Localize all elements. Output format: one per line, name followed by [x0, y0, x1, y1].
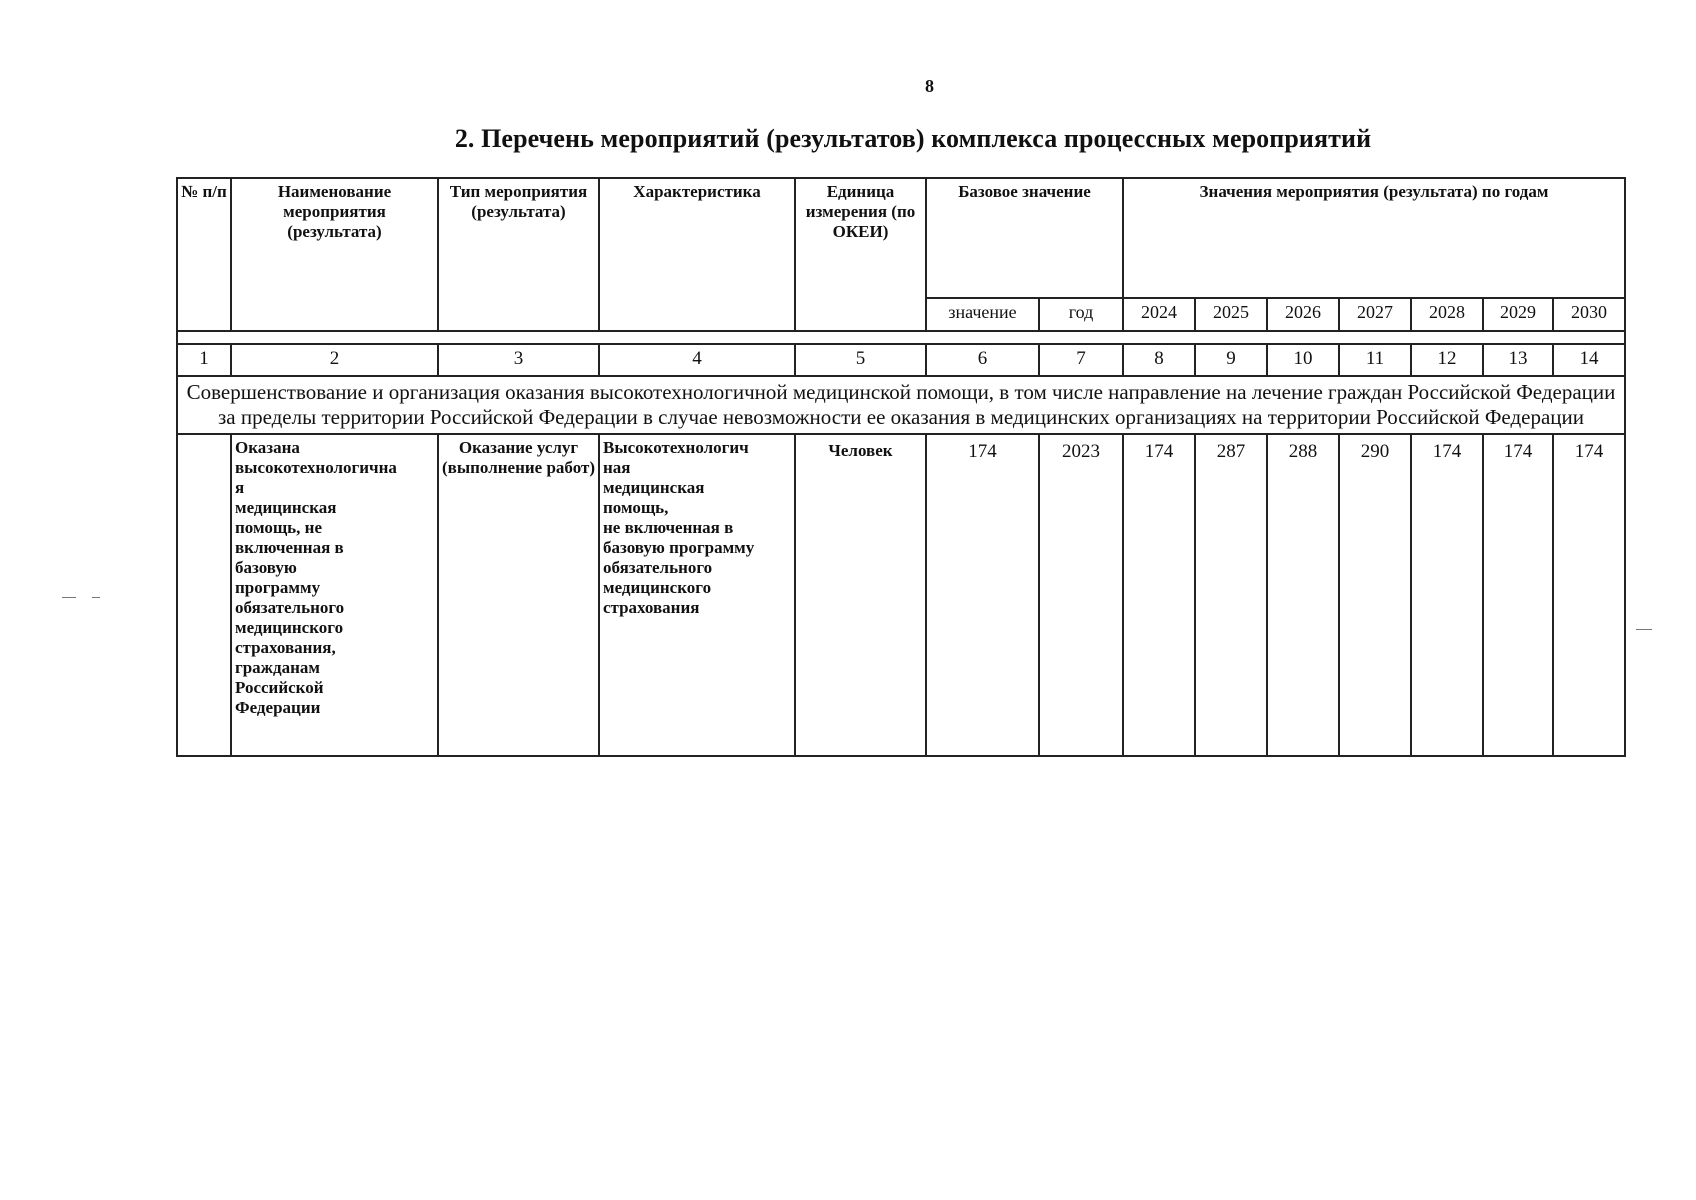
section-title: Совершенствование и организация оказания высокотехнологичной медицинской помощи, в том числе направление на лечение граждан Российской Федерации за пределы территории Российской Федерации в случае невозможности ее оказания в медицинских организациях на территории Российской Федерации: [177, 376, 1625, 434]
header-year: 2027: [1339, 298, 1411, 331]
header-year: 2025: [1195, 298, 1267, 331]
row-year-value: 174: [1483, 434, 1553, 756]
column-number: 6: [926, 344, 1039, 376]
column-number: 11: [1339, 344, 1411, 376]
table-row: [177, 434, 1625, 756]
column-number: 9: [1195, 344, 1267, 376]
row-year-value: 174: [1553, 434, 1625, 756]
header-unit: Единица измерения (по ОКЕИ): [795, 178, 926, 331]
row-unit: Человек: [795, 434, 926, 756]
header-num: № п/п: [177, 178, 231, 331]
page-number: 8: [925, 76, 934, 96]
column-number: 14: [1553, 344, 1625, 376]
row-type: Оказание услуг (выполнение работ): [438, 434, 599, 756]
row-year-value: 287: [1195, 434, 1267, 756]
header-name: Наименование мероприятия (результата): [231, 178, 438, 331]
header-type: Тип мероприятия (результата): [438, 178, 599, 331]
column-number-row: [177, 344, 1625, 376]
row-year-value: 174: [1411, 434, 1483, 756]
header-gap: [177, 331, 1625, 344]
header-values-by-year: Значения мероприятия (результата) по годам: [1123, 178, 1625, 298]
header-characteristic: Характеристика: [599, 178, 795, 331]
row-name: Оказана высокотехнологична я медицинская помощь, не включенная в базовую программу обязательного медицинского страхования, гражданам Российской Федерации: [231, 434, 438, 756]
column-number: 4: [599, 344, 795, 376]
header-year: 2026: [1267, 298, 1339, 331]
scan-mark: [62, 597, 76, 598]
column-number: 1: [177, 344, 231, 376]
header-year: 2030: [1553, 298, 1625, 331]
row-base-value: 174: [926, 434, 1039, 756]
row-year-value: 290: [1339, 434, 1411, 756]
results-table: [176, 177, 1626, 757]
column-number: 3: [438, 344, 599, 376]
header-year: 2024: [1123, 298, 1195, 331]
header-base-value: значение: [926, 298, 1039, 331]
column-number: 12: [1411, 344, 1483, 376]
scan-mark: [1636, 629, 1652, 630]
document-title: 2. Перечень мероприятий (результатов) комплекса процессных мероприятий: [454, 124, 1372, 153]
section-row: [177, 376, 1625, 434]
row-year-value: 174: [1123, 434, 1195, 756]
column-number: 10: [1267, 344, 1339, 376]
column-number: 8: [1123, 344, 1195, 376]
row-base-year: 2023: [1039, 434, 1123, 756]
header-row: [177, 178, 1625, 298]
scan-mark: [92, 597, 100, 598]
column-number: 13: [1483, 344, 1553, 376]
header-year: 2029: [1483, 298, 1553, 331]
column-number: 2: [231, 344, 438, 376]
header-base: Базовое значение: [926, 178, 1123, 298]
header-base-year: год: [1039, 298, 1123, 331]
column-number: 7: [1039, 344, 1123, 376]
row-characteristic: Высокотехнологич ная медицинская помощь, не включенная в базовую программу обязательного медицинского страхования: [599, 434, 795, 756]
column-number: 5: [795, 344, 926, 376]
gap-cell: [177, 331, 1625, 344]
row-year-value: 288: [1267, 434, 1339, 756]
header-year: 2028: [1411, 298, 1483, 331]
row-num: [177, 434, 231, 756]
